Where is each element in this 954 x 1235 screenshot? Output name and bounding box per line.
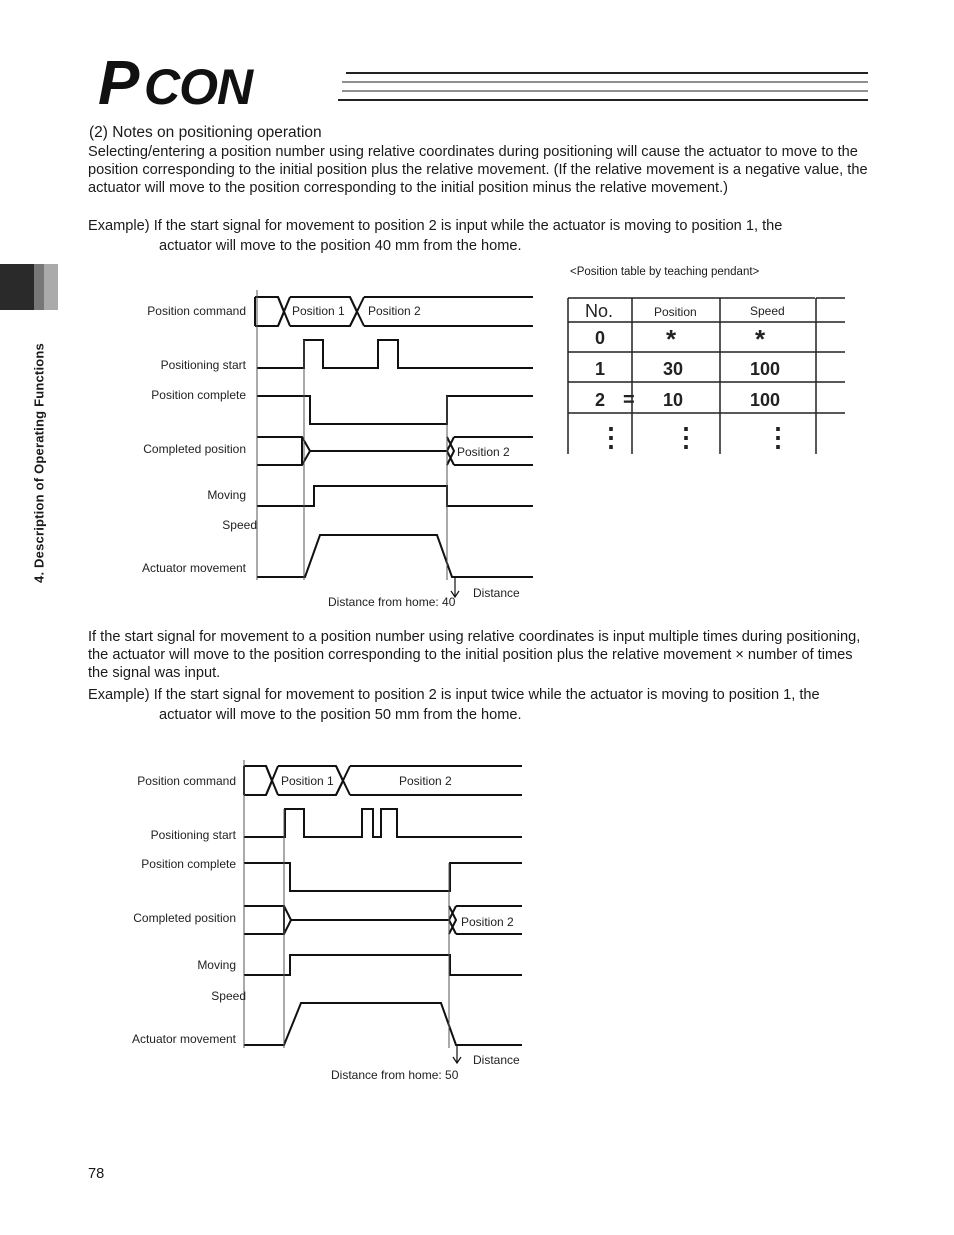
table-ellipsis-no: ⋮ [598,422,624,452]
position-complete-signal-2 [244,863,522,891]
paragraph-multiple-inputs: If the start signal for movement to a position number using relative coordinates is input multiple times during positioning, the actuator will move to the position corresponding to the initial position plus the relative movement × number of times the signal was input. [88,629,861,681]
label-completed-position-2: Completed position [133,911,236,925]
completed-position-value-2: Position 2 [461,915,514,929]
distance-from-home: Distance from home: 40 [328,595,456,609]
label-positioning-start-2: Positioning start [150,828,236,842]
table-cell-position-2: 10 [663,390,684,410]
section-heading: (2) Notes on positioning operation [89,124,322,141]
position-complete-signal [257,396,533,424]
bus-position-2: Position 2 [368,304,421,318]
example-2-continuation: actuator will move to the position 50 mm from the home. [159,707,522,723]
distance-from-home-2: Distance from home: 50 [331,1068,459,1082]
svg-text:CON: CON [144,59,253,112]
table-cell-speed-1: 100 [750,359,781,379]
example-1 [88,216,868,256]
example-1-lead: Example) If the start signal for movement to position 2 is input while the actuator is moving to position 1, the [88,218,783,234]
actuator-movement-profile [257,535,533,577]
distance-arrow [451,577,459,597]
moving-signal-2 [244,955,522,975]
svg-text:P: P [98,52,138,112]
example-2 [88,685,868,725]
label-speed: Speed [222,518,257,532]
positioning-start-signal-2 [244,809,522,837]
label-distance-2: Distance [473,1053,520,1067]
completed-position-value: Position 2 [457,445,510,459]
table-cell-no-1: 1 [595,359,606,379]
position-table-caption: <Position table by teaching pendant> [570,266,760,278]
label-distance: Distance [473,586,520,600]
chapter-label: 4. Description of Operating Functions [31,343,47,583]
table-header-no: No. [585,301,614,321]
positioning-start-signal [257,340,533,368]
label-position-complete-2: Position complete [141,857,236,871]
table-relative-mark: = [623,389,635,411]
header-rules [338,70,870,106]
label-speed-2: Speed [211,989,246,1003]
bus-position-2-2: Position 2 [399,774,452,788]
label-actuator-movement-2: Actuator movement [131,1032,236,1046]
label-actuator-movement: Actuator movement [141,561,246,575]
label-position-command: Position command [147,304,246,318]
bus-position-1-2: Position 1 [281,774,334,788]
table-ellipsis-speed: ⋮ [765,422,791,452]
distance-arrow-2 [453,1045,461,1063]
example-2-lead: Example) If the start signal for movement to position 2 is input twice while the actuator is moving to position 1, the [88,687,820,703]
label-positioning-start: Positioning start [160,358,246,372]
bus-position-1: Position 1 [292,304,345,318]
table-header-position: Position [654,305,697,319]
table-cell-speed-0: * [755,324,766,354]
moving-signal [257,486,533,506]
table-header-speed: Speed [750,304,785,318]
timing-diagram-2 [110,758,530,1088]
pcon-logo [96,52,336,112]
label-moving-2: Moving [197,958,236,972]
table-cell-position-0: * [666,324,677,354]
paragraph-relative-coordinates: Selecting/entering a position number using relative coordinates during positioning will cause the actuator to move to the position corresponding to the initial position plus the relative movement. (If the relative movement is a negative value, the actuator will move to the position corresponding to the initial position minus the relative movement.) [88,144,868,196]
chapter-tab-marker [0,264,58,310]
table-cell-no-0: 0 [595,328,606,348]
table-cell-position-1: 30 [663,359,684,379]
table-ellipsis-position: ⋮ [673,422,699,452]
label-moving: Moving [207,488,246,502]
timing-diagram-1 [120,290,540,615]
table-cell-speed-2: 100 [750,390,781,410]
label-completed-position: Completed position [143,442,246,456]
position-table [565,296,850,458]
page-number: 78 [88,1166,105,1182]
actuator-movement-profile-2 [244,1003,522,1045]
label-position-command-2: Position command [137,774,236,788]
example-1-continuation: actuator will move to the position 40 mm from the home. [159,238,522,254]
label-position-complete: Position complete [151,388,246,402]
table-cell-no-2: 2 [595,390,606,410]
